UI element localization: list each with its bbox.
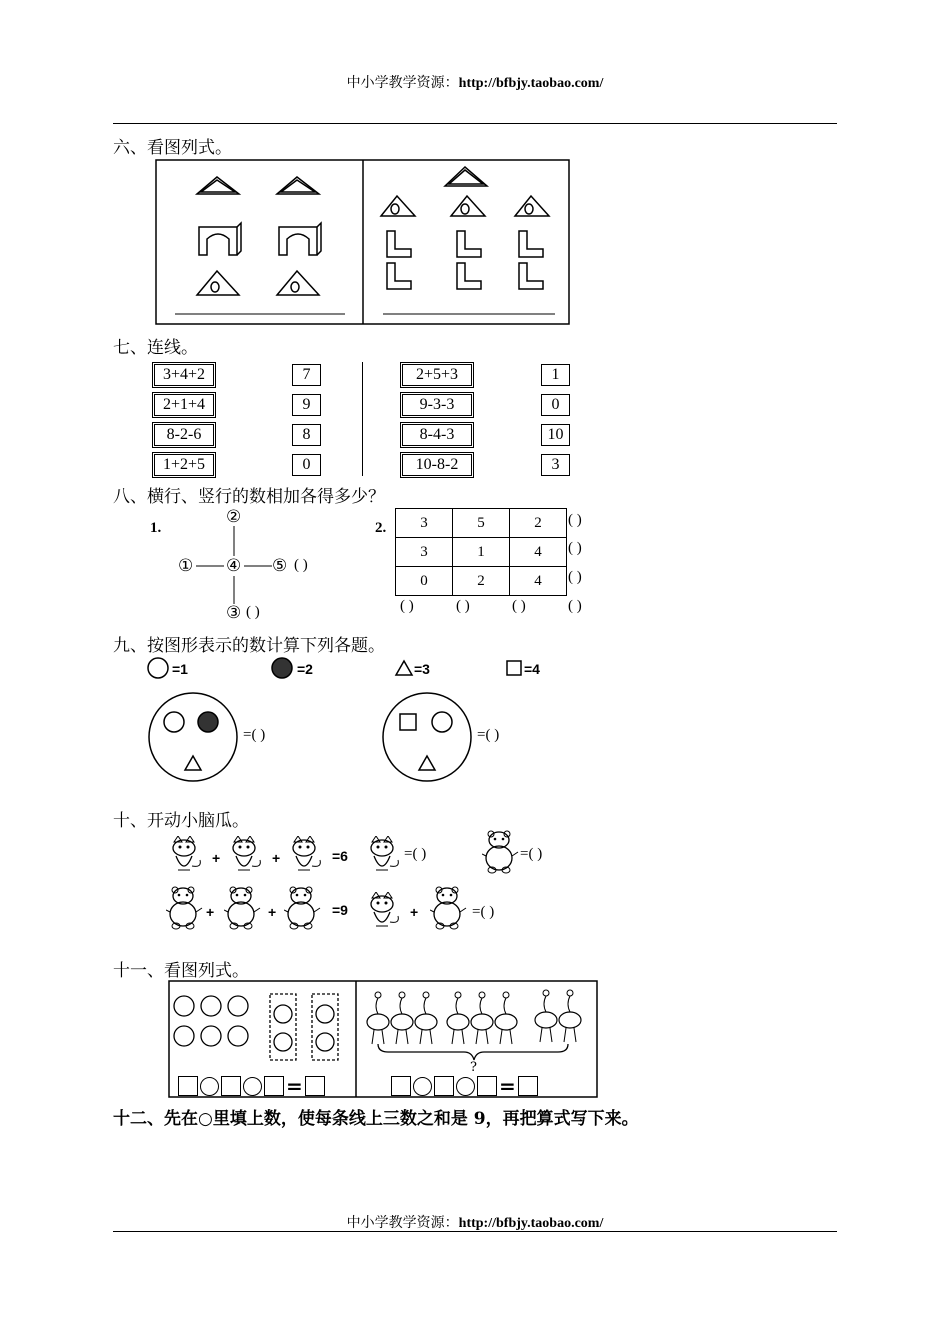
match-left-number[interactable]: 8 [292,424,321,446]
cat-icon [228,836,268,878]
match-right-expr[interactable]: 9-3-3 [402,394,472,416]
prism-block [197,177,319,194]
footer-prefix: 中小学教学资源： [346,1215,459,1231]
mixed-answer-blank[interactable]: =( ) [472,904,495,920]
square-icon [505,659,523,677]
header-prefix: 中小学教学资源： [346,75,459,91]
cross-left: ① [178,556,194,576]
match-right-number[interactable]: 0 [541,394,570,416]
section-12-title: 十二、先在○里填上数，使每条线上三数之和是 9，再把算式写下来。 [113,1109,639,1129]
plus-sign: + [410,904,419,920]
problem-2-label: 2. [375,520,387,536]
grid-cell: 2 [453,567,510,596]
face-2 [380,690,474,784]
cat-answer-blank[interactable]: =( ) [404,846,427,862]
filled-circle-icon [270,656,294,680]
match-right-expr[interactable]: 10-8-2 [402,454,472,476]
match-left-expr[interactable]: 3+4+2 [154,364,214,386]
legend-square-value: =4 [524,661,540,677]
face-1 [146,690,240,784]
section-9-title: 九、按图形表示的数计算下列各题。 [113,636,385,656]
grid-cell: 1 [453,538,510,567]
bear-answer-blank[interactable]: =( ) [520,846,543,862]
section-6-figure [155,159,571,325]
grid-cell: 3 [396,538,453,567]
plus-sign: + [206,904,215,920]
footer-url[interactable]: http://bfbjy.taobao.com/ [458,1216,604,1231]
bear-icon [284,886,324,932]
match-left-expr[interactable]: 2+1+4 [154,394,214,416]
header-url[interactable]: http://bfbjy.taobao.com/ [458,76,604,91]
match-right-number[interactable]: 3 [541,454,570,476]
answer-blank[interactable]: ( ) [400,598,414,614]
answer-blank[interactable]: ( ) [512,598,526,614]
cross-right: ⑤ [272,556,288,576]
page-footer [0,1212,950,1232]
bear-icon [224,886,264,932]
bear-icon [430,886,470,932]
equation-template-right[interactable]: = [390,1074,539,1098]
match-right-number[interactable]: 10 [541,424,570,446]
triangle-hole-block [197,271,319,295]
match-left-expr[interactable]: 1+2+5 [154,454,214,476]
plus-sign: + [268,904,277,920]
legend-filled-value: =2 [297,661,313,677]
plus-sign: + [272,850,281,866]
answer-blank[interactable]: ( ) [294,557,308,573]
bear-icon [166,886,206,932]
answer-blank[interactable]: ( ) [568,540,582,556]
cat-icon [168,836,208,878]
match-right-number[interactable]: 1 [541,364,570,386]
number-grid [395,508,567,596]
cross-top: ② [226,507,242,527]
equals-nine: =9 [332,902,348,918]
problem-1-label: 1. [150,520,162,536]
match-right-expr[interactable]: 8-4-3 [402,424,472,446]
page-header [0,72,950,92]
section-7-title: 七、连线。 [113,338,198,358]
legend-triangle-value: =3 [414,661,430,677]
cross-center: ④ [226,556,242,576]
match-left-expr[interactable]: 8-2-6 [154,424,214,446]
section-6-title: 六、看图列式。 [113,138,232,158]
cat-icon [366,836,406,878]
grid-cell: 2 [510,509,567,538]
grid-cell: 0 [396,567,453,596]
match-left-number[interactable]: 7 [292,364,321,386]
match-left-number[interactable]: 0 [292,454,321,476]
cross-bottom: ③ [226,603,242,623]
answer-blank[interactable]: ( ) [246,604,260,620]
arch-block [199,223,321,255]
answer-blank[interactable]: ( ) [568,569,582,585]
section-8-title: 八、横行、竖行的数相加各得多少？ [113,487,385,507]
section-10-title: 十、开动小脑瓜。 [113,811,249,831]
footer-rule [113,1231,837,1232]
match-left-number[interactable]: 9 [292,394,321,416]
cat-icon [288,836,328,878]
question-mark: ? [470,1060,477,1075]
plus-sign: + [212,850,221,866]
grid-cell: 3 [396,509,453,538]
match-divider [362,362,363,476]
grid-cell: 4 [510,538,567,567]
legend-circle-value: =1 [172,661,188,677]
section-11-title: 十一、看图列式。 [113,961,249,981]
answer-blank[interactable]: ( ) [456,598,470,614]
cat-icon [366,892,406,934]
answer-blank[interactable]: ( ) [568,512,582,528]
grid-cell: 5 [453,509,510,538]
grid-cell: 4 [510,567,567,596]
match-right-expr[interactable]: 2+5+3 [402,364,472,386]
equation-template-left[interactable]: = [177,1074,326,1098]
bear-icon [482,830,522,876]
circle-icon [146,656,170,680]
triangle-icon [394,658,414,678]
equals-six: =6 [332,848,348,864]
header-rule [113,123,837,124]
face-answer-blank[interactable]: =( ) [243,727,266,743]
answer-blank[interactable]: ( ) [568,598,582,614]
face-answer-blank[interactable]: =( ) [477,727,500,743]
